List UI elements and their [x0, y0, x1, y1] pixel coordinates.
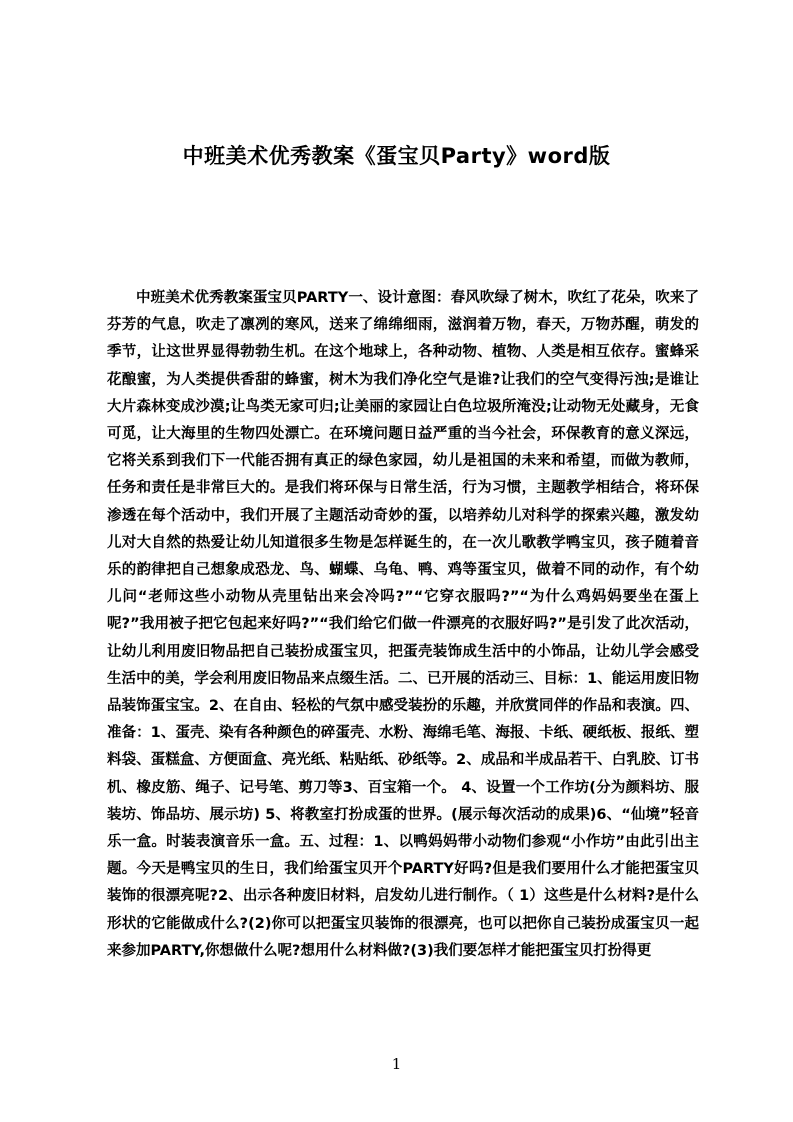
document-title: 中班美术优秀教案《蛋宝贝Party》word版	[182, 144, 611, 168]
page-number: 1	[391, 1055, 402, 1073]
body-paragraph: 中班美术优秀教案蛋宝贝PARTY一、设计意图：春风吹绿了树木，吹红了花朵，吹来了芬芳的气息，吹走了凛冽的寒风，送来了绵绵细雨，滋润着万物，春天，万物苏醒，萌发的季节，让这世界显得勃勃生机。在这个地球上，各种动物、植物、人类是相互依存。蜜蜂采花酿蜜，为人类提供香甜的蜂蜜，树木为我们净化空气是谁?让我们的空气变得污浊;是谁让大片森林变成沙漠;让鸟类无家可归;让美丽的家园让白色垃圾所淹没;让动物无处藏身，无食可觅，让大海里的生物四处漂亡。在环境问题日益严重的当今社会，环保教育的意义深远，它将关系到我们下一代能否拥有真正的绿色家园，幼儿是祖国的未来和希望，而做为教师，任务和责任是非常巨大的。是我们将环保与日常生活，行为习惯，主题教学相结合，将环保渗透在每个活动中，我们开展了主题活动奇妙的蛋，以培养幼儿对科学的探索兴趣，激发幼儿对大自然的热爱让幼儿知道很多生物是怎样诞生的，在一次儿歌教学鸭宝贝，孩子随着音乐的韵律把自己想象成恐龙、鸟、蝴蝶、乌龟、鸭、鸡等蛋宝贝，做着不同的动作，有个幼儿问“老师这些小动物从壳里钻出来会冷吗?”“它穿衣服吗?”“为什么鸡妈妈要坐在蛋上呢?”我用被子把它包起来好吗?”“我们给它们做一件漂亮的衣服好吗?”是引发了此次活动，让幼儿利用废旧物品把自己装扮成蛋宝贝，把蛋壳装饰成生活中的小饰品，让幼儿学会感受生活中的美，学会利用废旧物品来点缀生活。二、已开展的活动三、目标：1、能运用废旧物品装饰蛋宝宝。2、在自由、轻松的气氛中感受装扮的乐趣，并欣赏同伴的作品和表演。四、准备：1、蛋壳、染有各种颜色的碎蛋壳、水粉、海绵毛笔、海报、卡纸、硬纸板、报纸、塑料袋、蛋糕盒、方便面盒、亮光纸、粘贴纸、砂纸等。2、成品和半成品若干、白乳胶、订书机、橡皮筋、绳子、记号笔、剪刀等3、百宝箱一个。 4、设置一个工作坊(分为颜料坊、服装坊、饰品坊、展示坊) 5、将教室打扮成蛋的世界。(展示每次活动的成果)6、“仙境”轻音乐一盒。时装表演音乐一盒。五、过程：1、以鸭妈妈带小动物们参观“小作坊”由此引出主题。今天是鸭宝贝的生日，我们给蛋宝贝开个PARTY好吗?但是我们要用什么才能把蛋宝贝装饰的很漂亮呢?2、出示各种废旧材料，启发幼儿进行制作。（ 1）这些是什么材料?是什么形状的它能做成什么?(2)你可以把蛋宝贝装饰的很漂亮，也可以把你自己装扮成蛋宝贝一起来参加PARTY,你想做什么呢?想用什么材料做?(3)我们要怎样才能把蛋宝贝打扮得更	[107, 290, 699, 959]
